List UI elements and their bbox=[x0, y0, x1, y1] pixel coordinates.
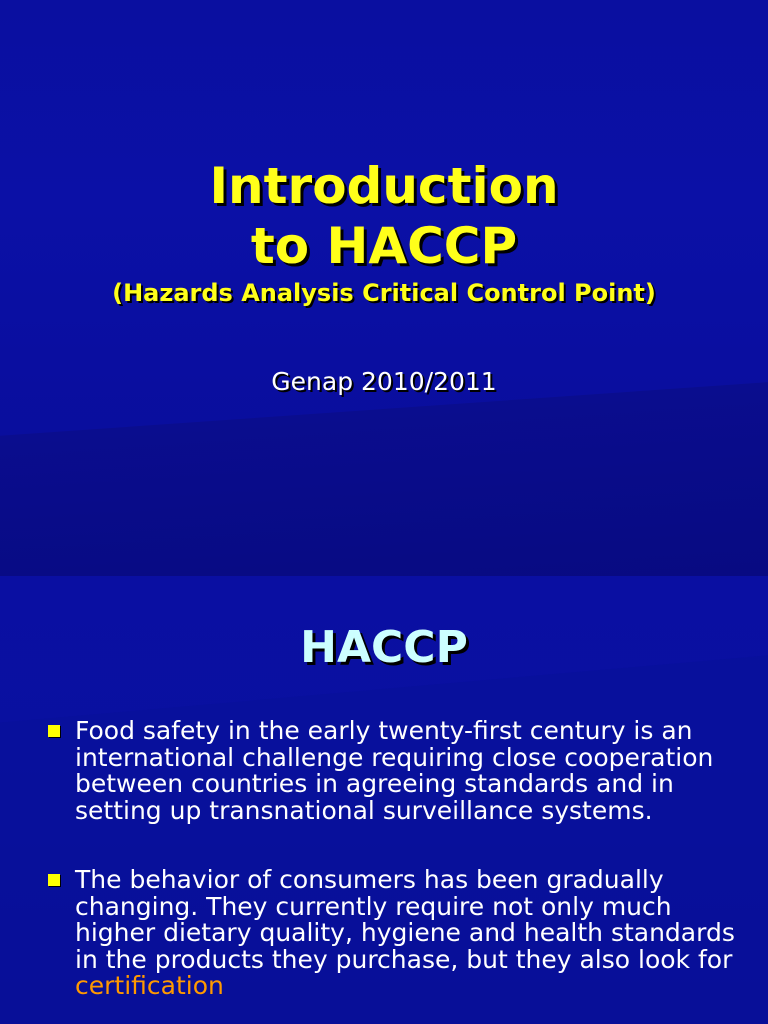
slide-subtitle: (Hazards Analysis Critical Control Point) bbox=[112, 279, 656, 307]
bullet-item bbox=[46, 718, 736, 824]
slide-title-line-2: to HACCP bbox=[250, 217, 518, 275]
square-bullet-icon bbox=[48, 874, 60, 886]
bullet-text: The behavior of consumers has been gradually changing. They currently require not only much higher dietary quality, hygiene and health standards in the products they purchase, but they also look for bbox=[75, 865, 735, 974]
highlight-text: certification bbox=[75, 971, 224, 1000]
semester-label: Genap 2010/2011 bbox=[271, 367, 497, 396]
slide-title-line-1: Introduction bbox=[209, 157, 559, 215]
slide-heading: HACCP bbox=[300, 622, 468, 673]
bullet-item bbox=[46, 867, 736, 1000]
bullet-text: Food safety in the early twenty-first century is an international challenge requiring close cooperation between countries in agreeing standards and in setting up transnational surveillance systems. bbox=[75, 716, 714, 825]
square-bullet-icon bbox=[48, 725, 60, 737]
content-slide bbox=[0, 576, 768, 1024]
background-swoosh bbox=[0, 370, 768, 576]
bullet-list bbox=[46, 718, 736, 1024]
